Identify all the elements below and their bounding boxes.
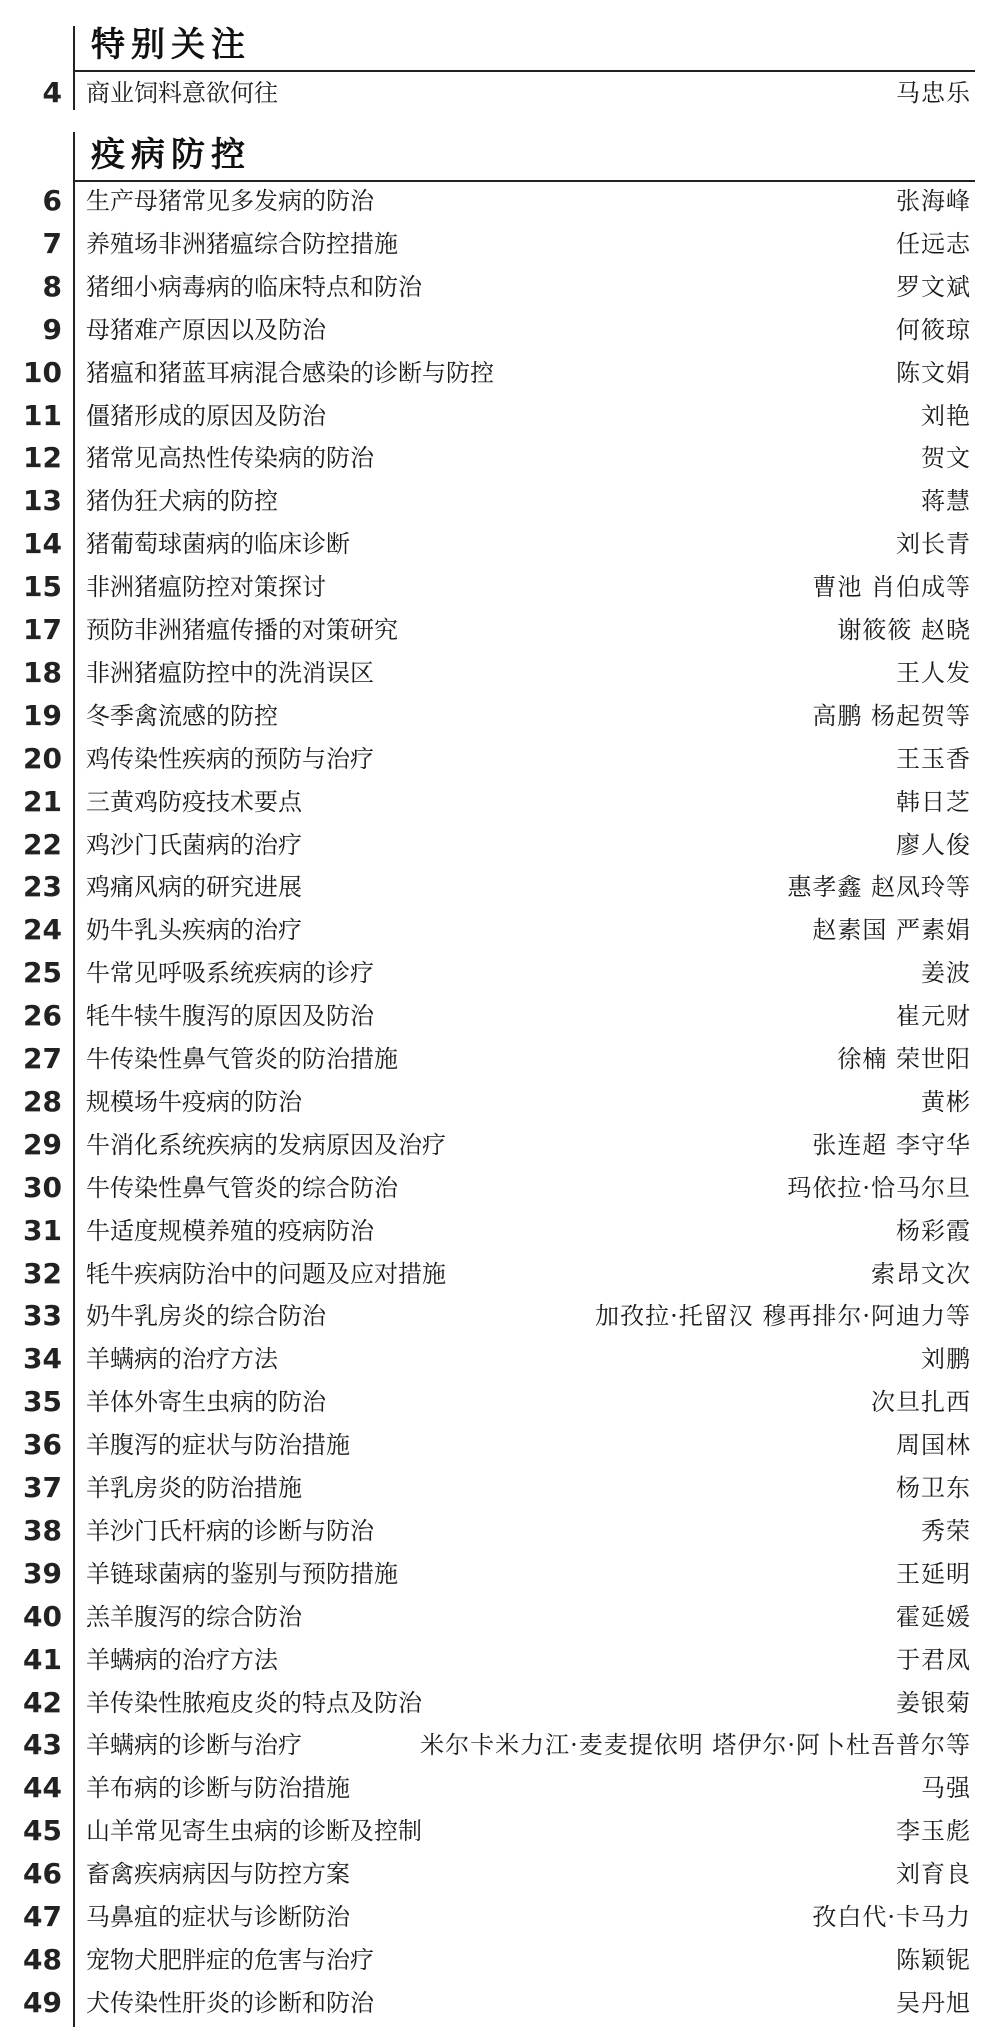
article-author: 韩日芝 (896, 787, 971, 816)
page-number: 10 (23, 355, 62, 389)
article-author: 霍延媛 (896, 1602, 971, 1631)
toc-entry[interactable] (0, 781, 1001, 823)
article-author: 孜白代·卡马力 (812, 1903, 971, 1931)
article-title: 牛常见呼吸系统疾病的诊疗 (86, 959, 374, 988)
toc-entry[interactable] (0, 1553, 1001, 1595)
article-author: 刘艳 (921, 401, 971, 430)
article-title: 羊螨病的诊断与治疗 (86, 1731, 302, 1760)
toc-entry[interactable] (0, 1639, 1001, 1681)
toc-entry[interactable] (0, 1210, 1001, 1252)
toc-entry[interactable] (0, 1682, 1001, 1724)
page-number: 41 (23, 1642, 62, 1676)
article-title: 鸡传染性疾病的预防与治疗 (86, 744, 374, 773)
article-title: 牛传染性鼻气管炎的综合防治 (86, 1173, 398, 1202)
article-author: 廖人俊 (896, 830, 971, 859)
page-number: 42 (23, 1685, 62, 1719)
article-title: 非洲猪瘟防控对策探讨 (86, 573, 326, 602)
article-title: 牦牛犊牛腹泻的原因及防治 (86, 1002, 374, 1031)
article-author: 罗文斌 (896, 272, 971, 301)
page-number: 17 (23, 613, 62, 646)
article-author: 王玉香 (896, 744, 971, 773)
page-number: 28 (23, 1084, 62, 1118)
page-number: 45 (23, 1814, 62, 1848)
toc-entry[interactable] (0, 952, 1001, 994)
page-number: 35 (23, 1385, 62, 1419)
toc-entry[interactable] (0, 738, 1001, 780)
toc-entry[interactable] (0, 1124, 1001, 1166)
article-author: 贺文 (921, 444, 971, 473)
toc-entry[interactable] (0, 1253, 1001, 1295)
page-number: 46 (23, 1857, 62, 1891)
toc-entry[interactable] (0, 652, 1001, 694)
article-title: 羊传染性脓疱皮炎的特点及防治 (86, 1688, 422, 1717)
toc-entry[interactable] (0, 1896, 1001, 1938)
article-title: 猪葡萄球菌病的临床诊断 (86, 530, 350, 559)
article-title: 母猪难产原因以及防治 (86, 315, 326, 344)
article-title: 羊体外寄生虫病的防治 (86, 1388, 326, 1417)
toc-entry[interactable] (0, 1810, 1001, 1852)
page-number: 20 (23, 741, 62, 775)
article-title: 羊布病的诊断与防治措施 (86, 1774, 350, 1803)
page-number: 49 (23, 1985, 62, 2019)
page-number: 33 (23, 1299, 62, 1333)
article-author: 加孜拉·托留汉 穆再排尔·阿迪力等 (595, 1302, 971, 1331)
page-number: 18 (23, 655, 62, 689)
toc-entry[interactable] (0, 1295, 1001, 1337)
toc-entry[interactable] (0, 1939, 1001, 1981)
article-title: 预防非洲猪瘟传播的对策研究 (86, 616, 398, 644)
toc-entry[interactable] (0, 1081, 1001, 1123)
section-title: 特别关注 (91, 25, 251, 65)
toc-entry[interactable] (0, 909, 1001, 951)
article-title: 羊沙门氏杆病的诊断与防治 (86, 1516, 374, 1545)
page-number: 31 (23, 1213, 62, 1247)
toc-entry[interactable] (0, 352, 1001, 394)
page-number: 36 (23, 1428, 62, 1462)
page-number: 25 (23, 956, 62, 990)
article-title: 羔羊腹泻的综合防治 (86, 1602, 302, 1631)
page-number: 44 (23, 1771, 62, 1805)
article-title: 羊乳房炎的防治措施 (86, 1474, 302, 1502)
page-number: 19 (23, 698, 62, 732)
page-number: 29 (23, 1127, 62, 1161)
toc-entry[interactable] (0, 266, 1001, 308)
article-author: 周国林 (896, 1431, 971, 1460)
page-number: 37 (23, 1471, 62, 1504)
article-title: 羊腹泻的症状与防治措施 (86, 1431, 350, 1460)
page-number: 12 (23, 441, 62, 475)
toc-entry[interactable] (0, 995, 1001, 1037)
article-author: 张连超 李守华 (812, 1130, 971, 1159)
article-author: 刘长青 (896, 530, 971, 559)
page-number: 15 (23, 570, 62, 604)
page-number: 23 (23, 870, 62, 904)
article-author: 次旦扎西 (871, 1388, 971, 1417)
article-author: 米尔卡米力江·麦麦提依明 塔伊尔·阿卜杜吾普尔等 (420, 1731, 971, 1760)
article-title: 商业饲料意欲何往 (86, 79, 278, 107)
article-author: 王延明 (896, 1559, 971, 1588)
section-1-header (73, 20, 975, 72)
article-title: 牛传染性鼻气管炎的防治措施 (86, 1045, 398, 1073)
article-title: 非洲猪瘟防控中的洗消误区 (86, 658, 374, 687)
page-number: 22 (23, 827, 62, 861)
page-number: 24 (23, 913, 62, 947)
page-number: 13 (23, 484, 62, 518)
toc-entry[interactable] (0, 309, 1001, 351)
article-title: 猪瘟和猪蓝耳病混合感染的诊断与防控 (86, 358, 494, 387)
article-author: 李玉彪 (896, 1817, 971, 1846)
article-author: 马强 (921, 1774, 971, 1803)
toc-entry[interactable] (0, 1467, 1001, 1509)
page-number: 39 (23, 1556, 62, 1590)
article-author: 马忠乐 (896, 79, 971, 107)
article-title: 僵猪形成的原因及防治 (86, 401, 326, 430)
toc-entry[interactable] (0, 1167, 1001, 1209)
article-title: 养殖场非洲猪瘟综合防控措施 (86, 229, 398, 258)
page-number: 26 (23, 999, 62, 1033)
page-number: 32 (23, 1256, 62, 1290)
article-author: 惠孝鑫 赵凤玲等 (787, 873, 971, 902)
article-title: 生产母猪常见多发病的防治 (86, 187, 374, 215)
article-author: 黄彬 (921, 1087, 971, 1116)
article-title: 猪细小病毒病的临床特点和防治 (86, 272, 422, 301)
article-author: 杨卫东 (896, 1474, 971, 1502)
section-title: 疫病防控 (91, 135, 251, 175)
page-number: 14 (23, 527, 62, 561)
page-number: 11 (23, 398, 62, 432)
article-title: 羊链球菌病的鉴别与预防措施 (86, 1559, 398, 1588)
article-author: 于君凤 (896, 1645, 971, 1674)
article-author: 陈颖铌 (896, 1945, 971, 1974)
article-title: 奶牛乳房炎的综合防治 (86, 1302, 326, 1331)
toc-entry[interactable] (0, 695, 1001, 737)
article-author: 陈文娟 (896, 358, 971, 387)
article-title: 猪常见高热性传染病的防治 (86, 444, 374, 473)
article-title: 规模场牛疫病的防治 (86, 1087, 302, 1116)
article-author: 吴丹旭 (896, 1988, 971, 2017)
toc-entry[interactable] (0, 1596, 1001, 1638)
page-number: 9 (42, 312, 62, 346)
toc-entry[interactable] (0, 566, 1001, 608)
toc-entry[interactable] (0, 180, 1001, 222)
article-title: 马鼻疽的症状与诊断防治 (86, 1903, 350, 1931)
article-title: 牦牛疾病防治中的问题及应对措施 (86, 1259, 446, 1288)
article-title: 宠物犬肥胖症的危害与治疗 (86, 1945, 374, 1974)
article-author: 蒋慧 (921, 487, 971, 516)
page-number: 8 (42, 269, 62, 303)
article-author: 何筱琼 (896, 315, 971, 344)
article-author: 杨彩霞 (896, 1216, 971, 1245)
toc-entry[interactable] (0, 1853, 1001, 1895)
article-title: 鸡沙门氏菌病的治疗 (86, 830, 302, 859)
page-number: 47 (23, 1900, 62, 1933)
page-number: 4 (42, 76, 62, 109)
page-number: 6 (42, 184, 62, 217)
article-title: 牛适度规模养殖的疫病防治 (86, 1216, 374, 1245)
article-author: 谢筱筱 赵晓 (837, 616, 971, 644)
toc-entry[interactable] (0, 609, 1001, 651)
toc-entry[interactable] (0, 866, 1001, 908)
article-author: 刘育良 (896, 1860, 971, 1889)
article-author: 玛依拉·恰马尔旦 (787, 1173, 971, 1202)
page-number: 48 (23, 1942, 62, 1976)
article-author: 徐楠 荣世阳 (837, 1045, 971, 1073)
article-title: 奶牛乳头疾病的治疗 (86, 916, 302, 945)
article-title: 山羊常见寄生虫病的诊断及控制 (86, 1817, 422, 1846)
toc-entry[interactable] (0, 437, 1001, 479)
article-title: 三黄鸡防疫技术要点 (86, 787, 302, 816)
toc-entry[interactable] (0, 1038, 1001, 1080)
toc-entry[interactable] (0, 1338, 1001, 1380)
toc-entry[interactable] (0, 1510, 1001, 1552)
article-title: 冬季禽流感的防控 (86, 701, 278, 730)
article-author: 姜银菊 (896, 1688, 971, 1717)
article-author: 索昂文次 (871, 1259, 971, 1288)
toc-entry[interactable] (0, 1982, 1001, 2024)
article-author: 张海峰 (896, 187, 971, 215)
section-2-header (73, 128, 975, 182)
toc-entry[interactable] (0, 72, 1001, 114)
toc-entry[interactable] (0, 395, 1001, 437)
page-number: 34 (23, 1342, 62, 1376)
toc-entry[interactable] (0, 480, 1001, 522)
toc-entry[interactable] (0, 1767, 1001, 1809)
toc-entry[interactable] (0, 824, 1001, 866)
page-number: 43 (23, 1728, 62, 1762)
page-number: 21 (23, 784, 62, 818)
article-title: 犬传染性肝炎的诊断和防治 (86, 1988, 374, 2017)
article-title: 畜禽疾病病因与防控方案 (86, 1860, 350, 1889)
article-author: 任远志 (896, 229, 971, 258)
article-author: 姜波 (921, 959, 971, 988)
article-author: 刘鹏 (921, 1345, 971, 1374)
article-author: 王人发 (896, 658, 971, 687)
article-author: 赵素国 严素娟 (812, 916, 971, 945)
article-author: 曹池 肖伯成等 (812, 573, 971, 602)
article-author: 崔元财 (896, 1002, 971, 1031)
toc-entry[interactable] (0, 523, 1001, 565)
page-number: 38 (23, 1513, 62, 1547)
article-author: 高鹏 杨起贺等 (812, 701, 971, 730)
toc-entry[interactable] (0, 1424, 1001, 1466)
article-title: 羊螨病的治疗方法 (86, 1645, 278, 1674)
article-title: 牛消化系统疾病的发病原因及治疗 (86, 1130, 446, 1159)
page-number: 27 (23, 1042, 62, 1075)
article-title: 猪伪狂犬病的防控 (86, 487, 278, 516)
page-number: 30 (23, 1170, 62, 1204)
toc-entry[interactable] (0, 1381, 1001, 1423)
article-title: 鸡痛风病的研究进展 (86, 873, 302, 902)
toc-entry[interactable] (0, 223, 1001, 265)
page-number: 7 (42, 226, 62, 260)
article-author: 秀荣 (921, 1516, 971, 1545)
article-title: 羊螨病的治疗方法 (86, 1345, 278, 1374)
toc-entry[interactable] (0, 1724, 1001, 1766)
page-number: 40 (23, 1599, 62, 1633)
